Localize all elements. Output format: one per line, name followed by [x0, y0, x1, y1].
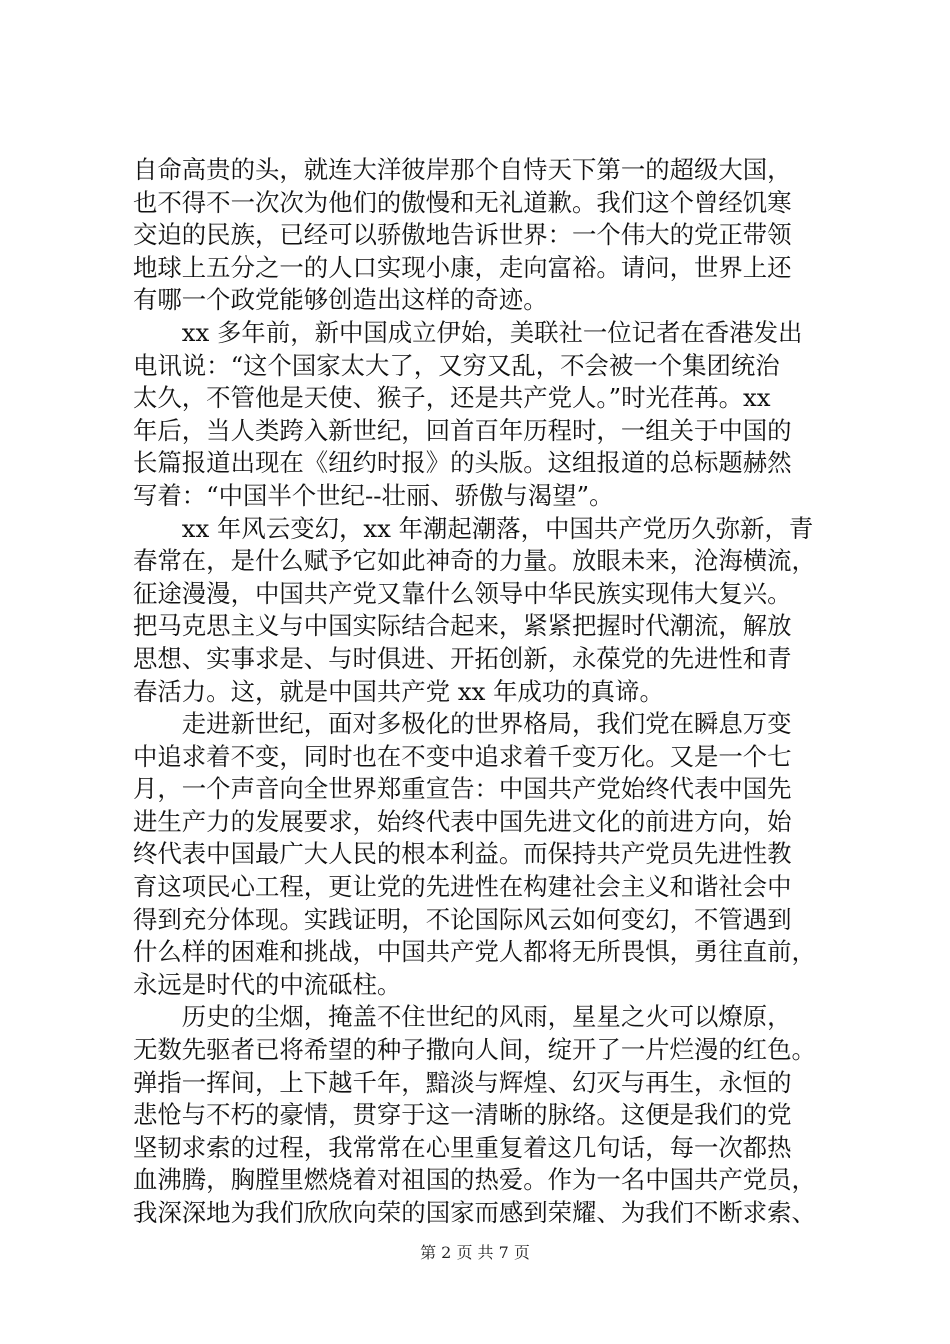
paragraph: 自命高贵的头，就连大洋彼岸那个自恃天下第一的超级大国， 也不得不一次次为他们的傲慢和无礼道歉。我们这个曾经饥寒 交迫的民族，已经可以骄傲地告诉世界：一个伟大的党正带领 地球上五分之一的人口实现小康，走向富裕。请问，世界上还 有哪一个政党能够创造出这样的奇迹。: [133, 155, 792, 315]
paragraph: xx 年风云变幻，xx 年潮起潮落，中国共产党历久弥新，青 春常在，是什么赋予它如此神奇的力量。放眼未来，沧海横流， 征途漫漫，中国共产党又靠什么领导中华民族实现伟大复兴。 把马克思主义与中国实际结合起来，紧紧把握时代潮流，解放 思想、实事求是、与时俱进、开拓创新，永葆党的先进性和青 春活力。这，就是中国共产党 xx 年成功的真谛。: [133, 513, 816, 706]
paragraph: 走进新世纪，面对多极化的世界格局，我们党在瞬息万变 中追求着不变，同时也在不变中追求着千变万化。又是一个七 月，一个声音向全世界郑重宣告：中国共产党始终代表中国先 进生产力的发展要求，始终代表中国先进文化的前进方向，始 终代表中国最广大人民的根本利益。而保持共产党员先进性教 育这项民心工程，更让党的先进性在构建社会主义和谐社会中 得到充分体现。实践证明，不论国际风云如何变幻，不管遇到 什么样的困难和挑战，中国共产党人都将无所畏惧，勇往直前， 永远是时代的中流砥柱。: [133, 709, 816, 999]
page-footer: 第 2 页 共 7 页: [420, 1243, 530, 1262]
paragraph: xx 多年前，新中国成立伊始，美联社一位记者在香港发出 电讯说：“这个国家太大了，又穷又乱，不会被一个集团统治 太久，不管他是天使、猴子，还是共产党人。”时光荏苒。xx 年后，当人类跨入新世纪，回首百年历程时，一组关于中国的 长篇报道出现在《纽约时报》的头版。这组报道的总标题赫然 写着：“中国半个世纪--壮丽、骄傲与渴望”。: [133, 317, 803, 510]
paragraph: 历史的尘烟，掩盖不住世纪的风雨，星星之火可以燎原， 无数先驱者已将希望的种子撒向人间，绽开了一片烂漫的红色。 弹指一挥间，上下越千年，黯淡与辉煌、幻灭与再生，永恒的 悲怆与不朽的豪情，贯穿于这一清晰的脉络。这便是我们的党 坚韧求索的过程，我常常在心里重复着这几句话，每一次都热 血沸腾，胸膛里燃烧着对祖国的热爱。作为一名中国共产党员， 我深深地为我们欣欣向荣的国家而感到荣耀、为我们不断求索、: [133, 1002, 816, 1227]
body-text: [133, 154, 845, 1230]
